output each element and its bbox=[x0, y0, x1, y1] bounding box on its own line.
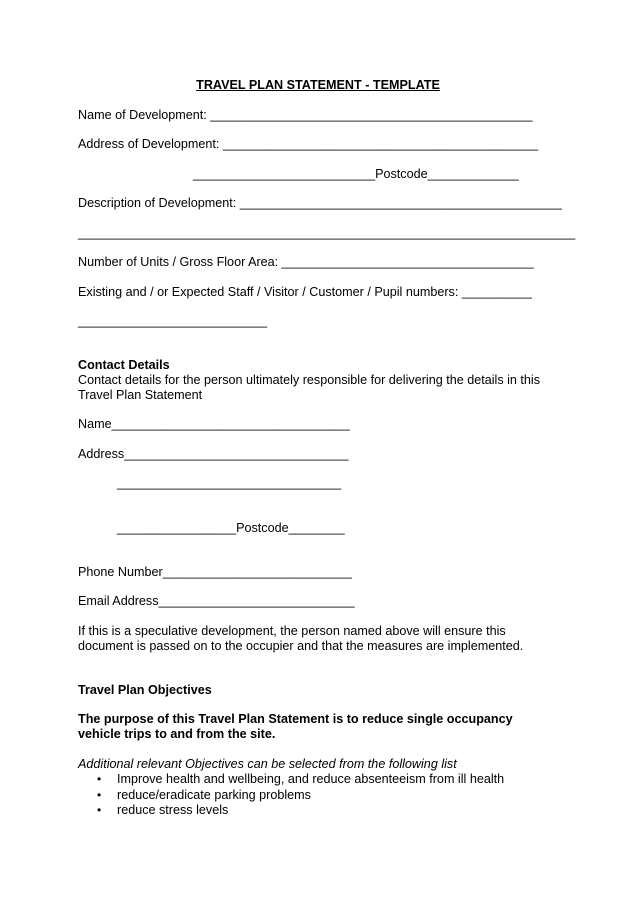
development-description-continuation[interactable]: _______________________________________________________________________ bbox=[78, 226, 576, 240]
email-address-field[interactable]: Email Address____________________________ bbox=[78, 594, 355, 608]
objective-item: Improve health and wellbeing, and reduce absenteeism from ill health bbox=[117, 772, 505, 786]
development-address-field[interactable]: Address of Development: _____________________________________________ bbox=[78, 137, 539, 151]
speculative-note-line-1: If this is a speculative development, the person named above will ensure this bbox=[78, 624, 506, 638]
objectives-heading: Travel Plan Objectives bbox=[78, 683, 212, 697]
contact-intro-line-1: Contact details for the person ultimately responsible for delivering the details in this bbox=[78, 373, 541, 387]
development-description-field[interactable]: Description of Development: ______________________________________________ bbox=[78, 196, 562, 210]
speculative-note-line-2: document is passed on to the occupier and that the measures are implemented. bbox=[78, 639, 524, 653]
document-title: TRAVEL PLAN STATEMENT - TEMPLATE bbox=[196, 78, 440, 92]
bullet-icon: • bbox=[97, 772, 102, 786]
objective-item: reduce stress levels bbox=[117, 803, 229, 817]
development-postcode-field[interactable]: __________________________Postcode_____________ bbox=[193, 167, 519, 181]
purpose-line-2: vehicle trips to and from the site. bbox=[78, 727, 276, 741]
units-floor-area-field[interactable]: Number of Units / Gross Floor Area: ____________________________________ bbox=[78, 255, 534, 269]
contact-name-field[interactable]: Name__________________________________ bbox=[78, 417, 350, 431]
contact-details-heading: Contact Details bbox=[78, 358, 170, 372]
staff-numbers-continuation[interactable]: ___________________________ bbox=[78, 314, 268, 328]
contact-address-field[interactable]: Address________________________________ bbox=[78, 447, 349, 461]
contact-postcode-field[interactable]: _________________Postcode________ bbox=[117, 521, 345, 535]
staff-numbers-field[interactable]: Existing and / or Expected Staff / Visitor / Customer / Pupil numbers: __________ bbox=[78, 285, 532, 299]
development-name-field[interactable]: Name of Development: ______________________________________________ bbox=[78, 108, 533, 122]
additional-objectives-intro: Additional relevant Objectives can be selected from the following list bbox=[78, 757, 457, 771]
bullet-icon: • bbox=[97, 788, 102, 802]
objective-item: reduce/eradicate parking problems bbox=[117, 788, 311, 802]
contact-address-continuation[interactable]: ________________________________ bbox=[117, 476, 342, 490]
phone-number-field[interactable]: Phone Number___________________________ bbox=[78, 565, 352, 579]
bullet-icon: • bbox=[97, 803, 102, 817]
purpose-line-1: The purpose of this Travel Plan Statement is to reduce single occupancy bbox=[78, 712, 513, 726]
contact-intro-line-2: Travel Plan Statement bbox=[78, 388, 203, 402]
